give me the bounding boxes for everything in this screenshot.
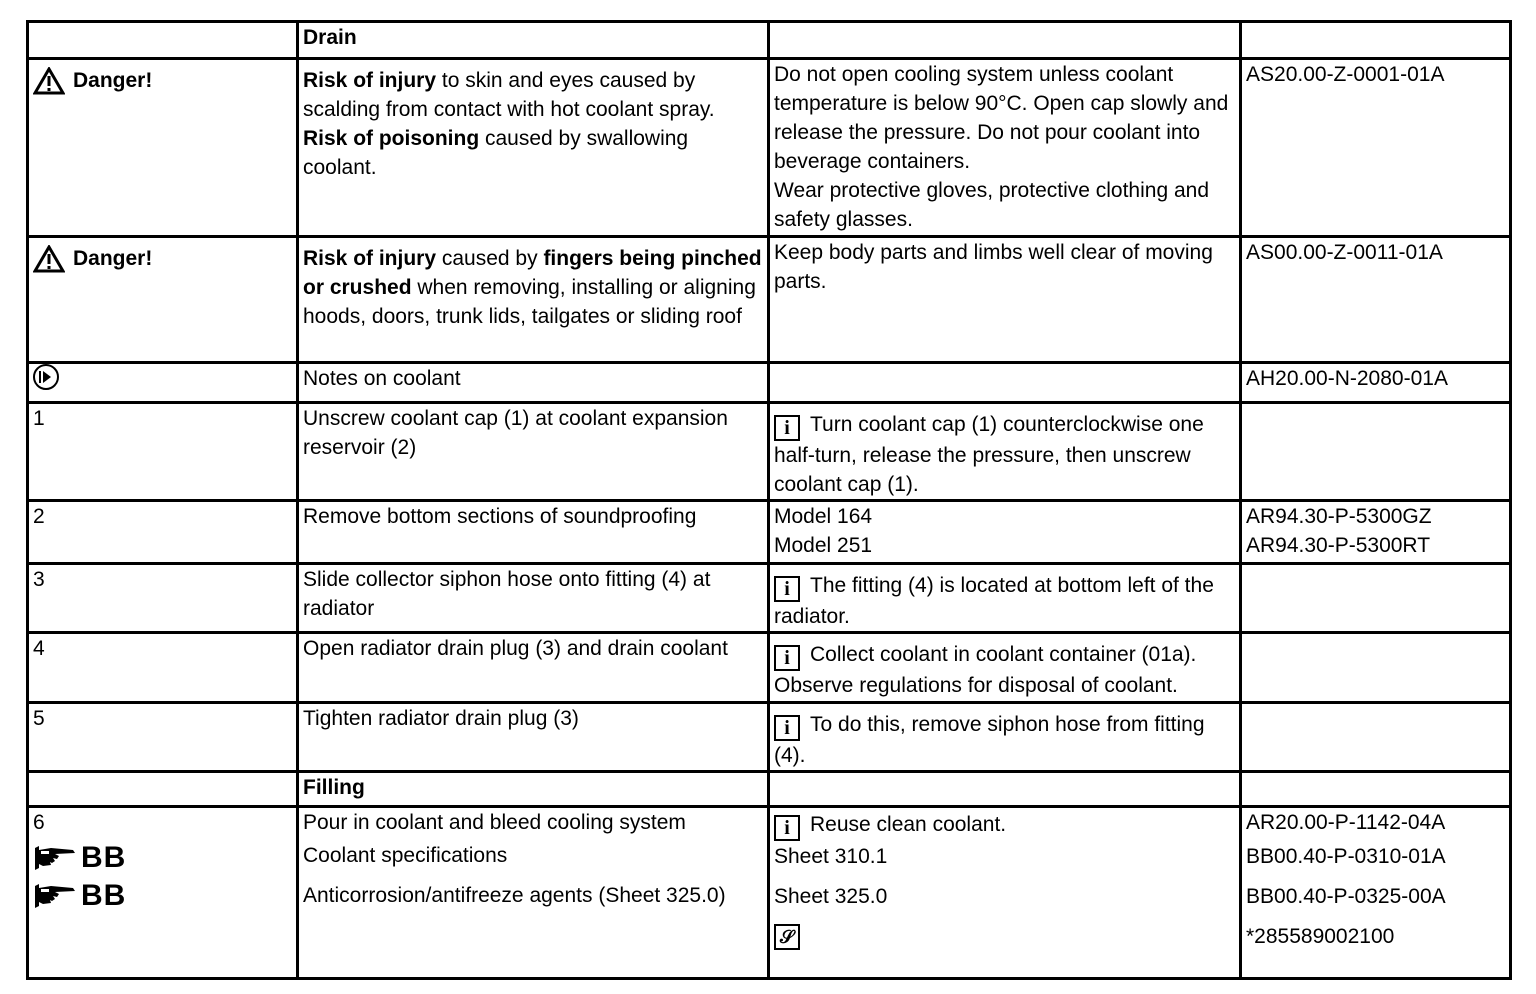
step-text: Slide collector siphon hose onto fitting (4) at radiator — [298, 564, 769, 633]
tool-number: *285589002100 — [1246, 925, 1395, 948]
notes-reference: AH20.00-N-2080-01A — [1241, 363, 1511, 403]
step-info: Turn coolant cap (1) counterclockwise one half-turn, release the pressure, then unscrew coolant cap (1). — [774, 413, 1204, 496]
step-text: Remove bottom sections of soundproofing — [298, 501, 769, 564]
repair-instructions-table — [26, 20, 1512, 980]
section-row-filling — [28, 772, 1511, 807]
reference-link[interactable]: AR94.30-P-5300RT — [1246, 534, 1431, 557]
reference-link[interactable]: BB00.40-P-0310-01A — [1246, 845, 1446, 868]
step-info: Collect coolant in coolant container (01a). Observe regulations for disposal of coolant. — [774, 643, 1197, 697]
danger-row-pinching — [28, 237, 1511, 363]
danger-reference: AS20.00-Z-0001-01A — [1241, 59, 1511, 237]
step-row-1 — [28, 403, 1511, 501]
step-info: The fitting (4) is located at bottom left of the radiator. — [774, 574, 1214, 628]
danger-description: Risk of injury to skin and eyes caused by scalding from contact with hot coolant spray. Risk of poisoning caused by swallowing coolant. — [298, 59, 769, 237]
section-row-drain — [28, 22, 1511, 59]
step-text: Unscrew coolant cap (1) at coolant expansion reservoir (2) — [298, 403, 769, 501]
step-text: Open radiator drain plug (3) and drain coolant — [298, 633, 769, 703]
tool-icon: 𝒮 — [774, 924, 800, 950]
section-title-drain: Drain — [298, 22, 769, 59]
step-number: 4 — [28, 633, 298, 703]
warning-triangle-icon — [33, 245, 65, 273]
pointing-hand-icon — [33, 842, 77, 872]
step-number: 3 — [28, 564, 298, 633]
bb-label: BB — [81, 878, 127, 912]
warning-triangle-icon — [33, 67, 65, 95]
danger-description: Risk of injury caused by fingers being pinched or crushed when removing, installing or aligning hoods, doors, trunk lids, tailgates or sliding roof — [298, 237, 769, 363]
info-icon: i — [774, 645, 800, 671]
coolant-specifications: Coolant specifications — [303, 844, 508, 867]
step-number: 5 — [28, 703, 298, 772]
step-row-3 — [28, 564, 1511, 633]
pointing-hand-icon — [33, 880, 77, 910]
sheet-325-0: Sheet 325.0 — [774, 885, 888, 908]
reference-link[interactable]: BB00.40-P-0325-00A — [1246, 885, 1446, 908]
danger-measure: Keep body parts and limbs well clear of moving parts. — [769, 237, 1241, 363]
danger-row-scalding — [28, 59, 1511, 237]
step-row-6 — [28, 807, 1511, 979]
danger-label: Danger! — [73, 247, 153, 270]
info-icon: i — [774, 815, 800, 841]
section-title-filling: Filling — [298, 772, 769, 807]
step-number: 2 — [28, 501, 298, 564]
notes-icon — [33, 364, 59, 390]
sheet-310-1: Sheet 310.1 — [774, 845, 888, 868]
step-text: Pour in coolant and bleed cooling system — [303, 811, 686, 834]
step-info: To do this, remove siphon hose from fitting (4). — [774, 713, 1205, 767]
danger-measure: Do not open cooling system unless coolant temperature is below 90°C. Open cap slowly and release the pressure. Do not pour coolant into beverage containers. Wear protective gloves, protective clothing and safety glasses. — [769, 59, 1241, 237]
step-number: 6 — [33, 811, 45, 834]
danger-label: Danger! — [73, 69, 153, 92]
notes-text: Notes on coolant — [298, 363, 769, 403]
step-row-2 — [28, 501, 1511, 564]
model-164: Model 164 — [774, 505, 873, 528]
step-row-4 — [28, 633, 1511, 703]
model-251: Model 251 — [774, 534, 873, 557]
step-row-5 — [28, 703, 1511, 772]
bb-label: BB — [81, 840, 127, 874]
reference-link[interactable]: AR94.30-P-5300GZ — [1246, 505, 1432, 528]
danger-reference: AS00.00-Z-0011-01A — [1241, 237, 1511, 363]
info-icon: i — [774, 715, 800, 741]
notes-row — [28, 363, 1511, 403]
step-text: Tighten radiator drain plug (3) — [298, 703, 769, 772]
info-icon: i — [774, 576, 800, 602]
info-icon: i — [774, 415, 800, 441]
reference-link[interactable]: AR20.00-P-1142-04A — [1246, 811, 1446, 834]
step-number: 1 — [28, 403, 298, 501]
anticorrosion-agents: Anticorrosion/antifreeze agents (Sheet 325.0) — [303, 884, 726, 907]
step-info: Reuse clean coolant. — [810, 813, 1007, 836]
